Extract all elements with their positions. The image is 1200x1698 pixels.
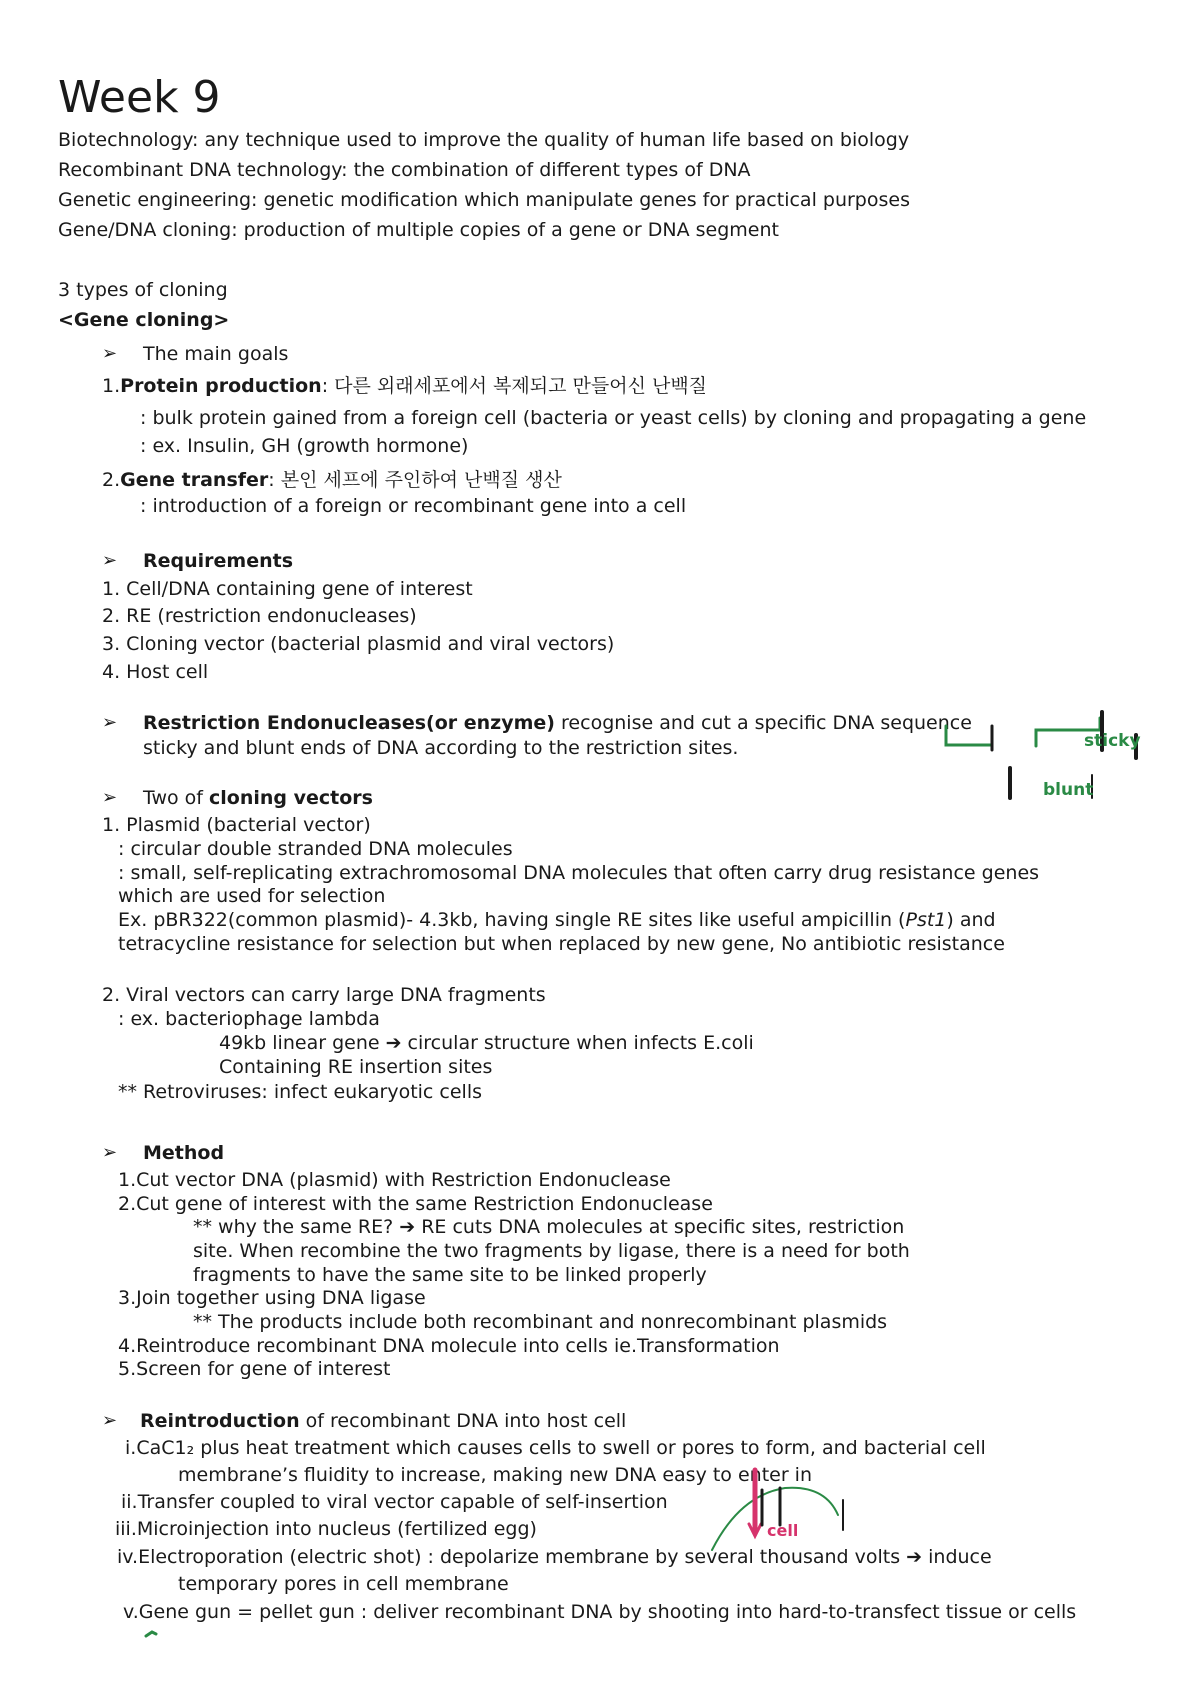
goal-korean-note: : 본인 세프에 주인하여 난백질 생산 <box>268 469 562 491</box>
right-arrow-icon: ➔ <box>906 1546 923 1568</box>
right-arrow-icon: ➔ <box>399 1216 416 1238</box>
pst1-italic: Pst1 <box>905 909 947 931</box>
blunt-label: blunt <box>1043 780 1094 800</box>
requirement-item: 2. RE (restriction endonucleases) <box>102 605 417 627</box>
why-text-end: RE cuts DNA molecules at specific sites, restriction <box>415 1216 905 1238</box>
bullet-arrow-icon: ➢ <box>102 343 118 364</box>
method-step: 2.Cut gene of interest with the same Restriction Endonuclease <box>118 1193 713 1215</box>
definition-gene-cloning: Gene/DNA cloning: production of multiple copies of a gene or DNA segment <box>58 219 779 241</box>
reintroduction-item: i.CaC1₂ plus heat treatment which causes cells to swell or pores to form, and bacterial cell <box>125 1437 986 1459</box>
bullet-arrow-icon: ➢ <box>102 550 118 571</box>
method-note: ** The products include both recombinant and nonrecombinant plasmids <box>193 1311 888 1333</box>
viral-detail: Containing RE insertion sites <box>219 1056 493 1078</box>
plasmid-heading: 1. Plasmid (bacterial vector) <box>102 814 371 836</box>
plasmid-detail: : small, self-replicating extrachromosomal DNA molecules that often carry drug resistance genes <box>118 862 1040 884</box>
why-text: ** why the same RE? <box>193 1216 400 1238</box>
requirements-heading: Requirements <box>143 550 294 572</box>
method-step: 1.Cut vector DNA (plasmid) with Restriction Endonuclease <box>118 1169 671 1191</box>
goal-detail: : bulk protein gained from a foreign cell (bacteria or yeast cells) by cloning and propagating a gene <box>140 407 1087 429</box>
restriction-term: Restriction Endonucleases(or enzyme) <box>143 712 555 734</box>
goal-detail: : ex. Insulin, GH (growth hormone) <box>140 435 469 457</box>
cell-sketch <box>146 1470 843 1636</box>
reintroduction-item-continued: temporary pores in cell membrane <box>178 1573 509 1595</box>
definition-recombinant-dna: Recombinant DNA technology: the combination of different types of DNA <box>58 159 751 181</box>
reintroduction-item: ii.Transfer coupled to viral vector capable of self-insertion <box>121 1491 668 1513</box>
method-step: 4.Reintroduce recombinant DNA molecule into cells ie.Transformation <box>118 1335 780 1357</box>
bullet-arrow-icon: ➢ <box>102 1142 118 1163</box>
goal-number: 1. <box>102 375 121 397</box>
reintroduction-item: v.Gene gun = pellet gun : deliver recombinant DNA by shooting into hard-to-transfect tissue or cells <box>123 1601 1077 1623</box>
right-arrow-icon: ➔ <box>385 1032 402 1054</box>
reintroduction-term: Reintroduction <box>140 1410 300 1432</box>
lambda-gene-text: 49kb linear gene <box>219 1032 386 1054</box>
cell-label: cell <box>767 1521 799 1540</box>
definition-biotechnology: Biotechnology: any technique used to improve the quality of human life based on biology <box>58 129 910 151</box>
goal-title: Gene transfer <box>120 469 269 491</box>
goal-korean-note: : 다른 외래세포에서 복제되고 만들어신 난백질 <box>321 375 708 397</box>
restriction-text: recognise and cut a specific DNA sequence <box>555 712 972 734</box>
retroviruses-note: ** Retroviruses: infect eukaryotic cells <box>118 1081 483 1103</box>
requirement-item: 4. Host cell <box>102 661 209 683</box>
method-step: 3.Join together using DNA ligase <box>118 1287 426 1309</box>
page-title: Week 9 <box>58 72 221 123</box>
requirement-item: 3. Cloning vector (bacterial plasmid and viral vectors) <box>102 633 615 655</box>
method-note: site. When recombine the two fragments by ligase, there is a need for both <box>193 1240 910 1262</box>
plasmid-detail: : circular double stranded DNA molecules <box>118 838 513 860</box>
reintroduction-text: of recombinant DNA into host cell <box>299 1410 627 1432</box>
goal-detail: : introduction of a foreign or recombinant gene into a cell <box>140 495 687 517</box>
sticky-label: sticky <box>1084 731 1141 751</box>
heading-bold: cloning vectors <box>209 787 373 809</box>
reintroduction-item-continued: membrane’s fluidity to increase, making new DNA easy to enter in <box>178 1464 813 1486</box>
goal-title: Protein production <box>120 375 322 397</box>
plasmid-detail: which are used for selection <box>118 885 386 907</box>
requirement-item: 1. Cell/DNA containing gene of interest <box>102 578 473 600</box>
heading-prefix: Two of <box>143 787 210 809</box>
method-note: fragments to have the same site to be linked properly <box>193 1264 707 1286</box>
electroporation-text: iv.Electroporation (electric shot) : depolarize membrane by several thousand volts <box>117 1546 907 1568</box>
method-step: 5.Screen for gene of interest <box>118 1358 391 1380</box>
example-text-end: ) and <box>946 909 996 931</box>
reintroduction-item: iii.Microinjection into nucleus (fertilized egg) <box>115 1518 537 1540</box>
example-text: Ex. pBR322(common plasmid)- 4.3kb, having single RE sites like useful ampicillin ( <box>118 909 906 931</box>
bullet-arrow-icon: ➢ <box>102 787 118 808</box>
viral-vectors-heading: 2. Viral vectors can carry large DNA fragments <box>102 984 546 1006</box>
definition-genetic-engineering: Genetic engineering: genetic modification which manipulate genes for practical purposes <box>58 189 910 211</box>
viral-detail: : ex. bacteriophage lambda <box>118 1008 380 1030</box>
main-goals-heading: The main goals <box>143 343 289 365</box>
lambda-gene-text-end: circular structure when infects E.coli <box>401 1032 754 1054</box>
method-heading: Method <box>143 1142 225 1164</box>
bullet-arrow-icon: ➢ <box>102 1410 118 1431</box>
restriction-line-2: sticky and blunt ends of DNA according to the restriction sites. <box>143 737 739 759</box>
plasmid-detail: tetracycline resistance for selection but when replaced by new gene, No antibiotic resistance <box>118 933 1005 955</box>
electroporation-text-end: induce <box>922 1546 992 1568</box>
goal-number: 2. <box>102 469 121 491</box>
bullet-arrow-icon: ➢ <box>102 712 118 733</box>
gene-cloning-heading: <Gene cloning> <box>58 309 230 331</box>
cloning-types-heading: 3 types of cloning <box>58 279 228 301</box>
